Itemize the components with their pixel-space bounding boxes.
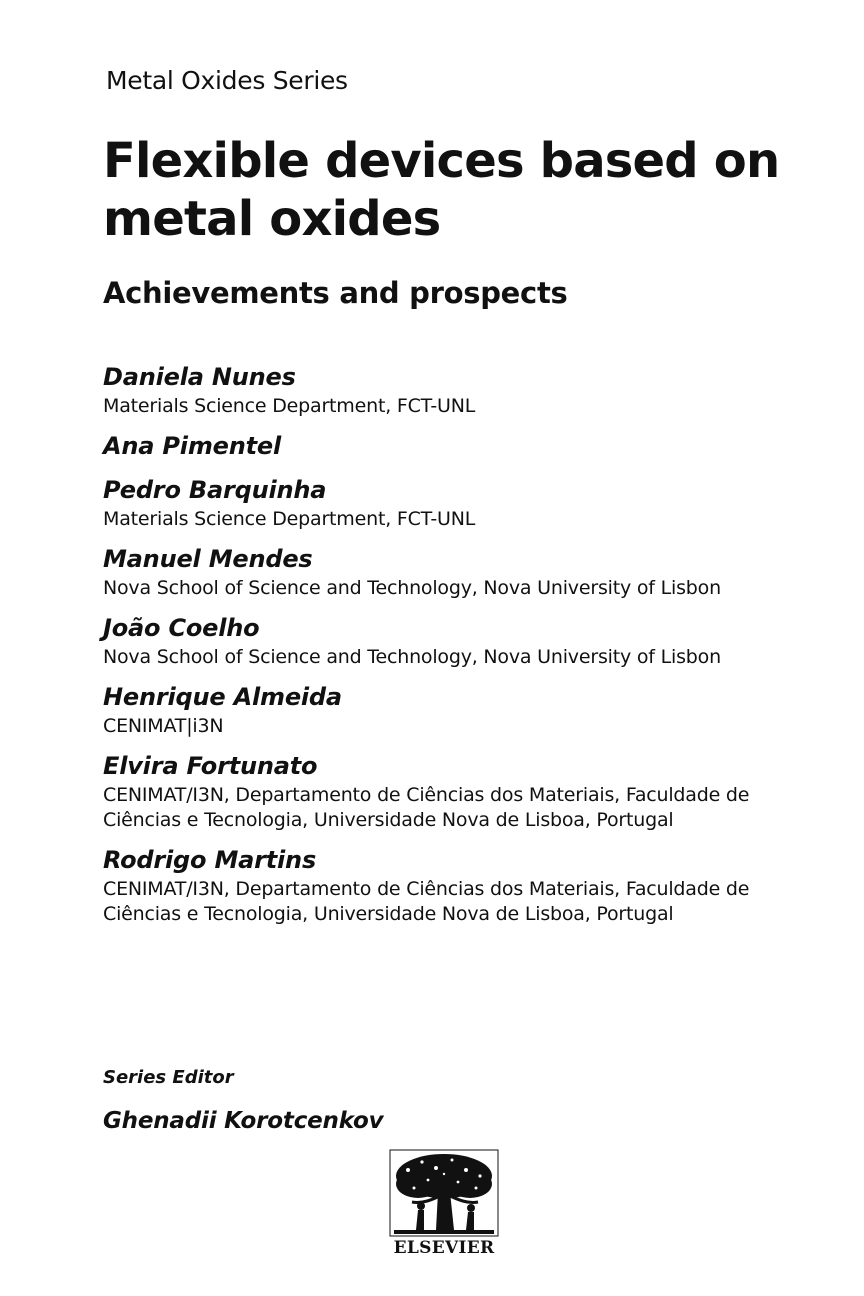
author-name: Daniela Nunes [103, 363, 296, 391]
author-affiliation: CENIMAT|i3N [103, 715, 224, 737]
elsevier-tree-logo-icon [388, 1148, 500, 1238]
author-affiliation: Materials Science Department, FCT-UNL [103, 395, 476, 417]
book-subtitle: Achievements and prospects [103, 276, 568, 310]
author-entry [103, 473, 803, 532]
author-name: Ana Pimentel [103, 432, 281, 460]
author-entry [103, 360, 803, 419]
series-name: Metal Oxides Series [106, 66, 348, 95]
author-list [103, 360, 803, 937]
author-name: Rodrigo Martins [103, 846, 317, 874]
author-entry [103, 429, 803, 463]
title-page [103, 0, 803, 1296]
series-editor-name: Ghenadii Korotcenkov [103, 1108, 384, 1134]
author-affiliation: Materials Science Department, FCT-UNL [103, 508, 476, 530]
series-editor [103, 1066, 383, 1136]
author-name: Elvira Fortunato [103, 752, 318, 780]
book-title: Flexible devices based on metal oxides [103, 133, 780, 247]
author-entry [103, 542, 803, 601]
author-affiliation: CENIMAT/I3N, Departamento de Ciências dos Materiais, Faculdade de Ciências e Tecnologia, Universidade Nova de Lisboa, Portugal [103, 784, 750, 831]
author-entry [103, 843, 803, 927]
author-entry [103, 611, 803, 670]
publisher-logo [388, 1148, 500, 1264]
series-editor-label: Series Editor [103, 1067, 234, 1088]
author-affiliation: Nova School of Science and Technology, Nova University of Lisbon [103, 577, 721, 599]
author-name: João Coelho [103, 614, 260, 642]
author-name: Henrique Almeida [103, 683, 342, 711]
author-entry [103, 749, 803, 833]
author-entry [103, 680, 803, 739]
publisher-name: ELSEVIER [393, 1238, 495, 1258]
author-name: Manuel Mendes [103, 545, 313, 573]
author-affiliation: Nova School of Science and Technology, Nova University of Lisbon [103, 646, 721, 668]
author-affiliation: CENIMAT/I3N, Departamento de Ciências dos Materiais, Faculdade de Ciências e Tecnologia, Universidade Nova de Lisboa, Portugal [103, 878, 750, 925]
author-name: Pedro Barquinha [103, 476, 327, 504]
